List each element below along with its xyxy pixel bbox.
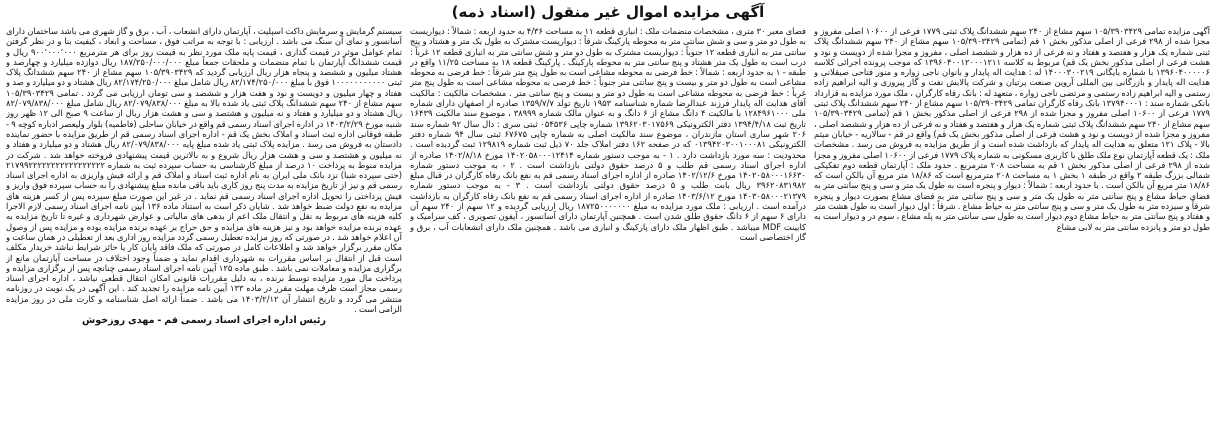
notice-columns (6, 26, 1210, 421)
notice-title: آگهی مزایده اموال غیر منقول (اسناد ذمه) (451, 3, 765, 21)
notice-body-text: فضای معبر ۳۰ متری ، مشخصات منضمات ملک : انباری قطعه ۱۱ به مساحت ۴/۳۶ به حدود اربعه : شمالاً : دیواریست به طول دو متر و سی و شش سانتی متر به محوطه پارکینگ شرقاً : دیواریست مشترک به طول یک متر و هشتاد و پنج سانتی متر به انباری قطعه ۱۲ جنوباً : دیواریست مشترک به طول دو متر و شش سانتی متر به انباری قطعه ۱۲ غرباً : درب است به طول یک متر هشتاد و پنج سانتی متر به محوطه پارکینگ . پارکینگ قطعه ۱۸ به مساحت ۱۱/۲۵ واقع در طبقه - ۱ به حدود اربعه : شمالاً : خط فرضی به محوطه مشاعی است به طول پنج متر شرقاً : خط فرضی به محوطه مشاعی است به طول دو متر و بیست و پنج سانتی متر جنوباً : خط فرضی به محوطه مشاعی است به طول پنج متر غرباً : خط فرضی به محوطه مشاعی است به طول دو متر و بیست و پنج سانتی متر . مشخصات مالکیت : مالکیت آقای هدایت اله پایدار فرزند عبدالرضا شماره شناسنامه ۱۹۵۳ تاریخ تولد ۱۳۵۹/۷/۷ صادره از اصفهان دارای شماره ملی ۱۲۸۴۹۶۱۰۰۰ با مالکیت ۴ دانگ مشاع از ۶ دانگ و به عنوان مالک شماره ۳۸۹۹۹ ، موضوع سند مالکیت ۱۶۴۳۹ تاریخ ثبت ۱۳۹۴/۴/۱۸ دفتر الکترونیکی ۱۳۹۶۲۰۳۰۱۷۵۶۹ شماره چاپی ۰۵۴۵۳۶ ثبتی سری : دال سال ۹۲ شماره سند ۲۰۶ شهر ساری استان مازندران ، موضوع سند مالکیت اصلی به شماره چاپی ۶۷۶۷۵ ثبتی سال ۹۴ شماره دفتر الکترونیکی ۰۱۳۹۴۲۰۳۰۰۱۰۰۰۸۱ که در صفحه ۱۶۲ دفتر املاک جلد ۷۰ ذیل ثبت شماره ۱۲۹۸۱۹ ثبت گردیده است . محدودیت : سه مورد بازداشت دارد . ۱ - به موجب دستور شماره ۱۴۰۲۰۵۸۰۰۰۱۲۴۱۴ مورخ ۱۴۰۲/۸/۱۸ صادره از اداره اجرای اسناد رسمی قم طلب و ۵ درصد حقوق دولتی بازداشت است . ۲ - به موجب دستور شماره ۱۴۰۲۰۵۸۰۰۰۱۶۶۳۰ مورخ ۱۴۰۲/۱۲/۶ صادره از اداره اجرای اسناد رسمی قم به نفع بانک رفاه کارگران در قبال مبلغ ۳۹۶۲۰۸۳۱۹۸۲ ریال بابت طلب و ۵ درصد حقوق دولتی بازداشت است . ۳ - به موجب دستور شماره ۱۴۰۳۰۵۸۰۰۰۲۱۳۷۹ مورخ ۱۴۰۳/۶/۱۲ صادره از اداره اجرای اسناد رسمی قم به نفع بانک رفاه کارگران به بازداشت درآمده است . ارزیابی : ملک مورد مزایده به مبلغ ۱۸۷۲۵۰۰۰۰۰۰۰ ریال ارزیابی گردیده و ۱۲ سهم از ۲۴۰ سهم آن دارای ۶ سهم از ۶ دانگ حقوق طلق شدن است . همچنین آپارتمان دارای آسانسور ، آیفون تصویری ، کف سرامیک و کابینت MDF میباشد . طبق اظهار ملک دارای پارکینگ و انباری می باشد . همچنین ملک دارای انشعابات آب ، برق و گاز اختصاصی است (410, 26, 806, 242)
notice-column-middle (410, 26, 806, 421)
notice-body-text: آگهی مزایده تمامی ۱۰۵/۳۹۰۳۴۲۹ سهم مشاع از ۲۴۰ سهم ششدانگ پلاک ثبتی ۱۷۷۹ فرعی از ۱۰۶۰۰ اصلی مفروز و مجزا شده از ۲۹۸ فرعی از اصلی مذکور بخش ۱ قم (تمامی ۱۰۵/۳۹۰۳۴۲۹ سهم مشاع از ۲۴۰ سهم ششدانگ پلاک ثبتی شماره یک هزار و هفتصد و هفتاد و نه فرعی از ده هزار و ششصد اصلی ، مفروز و مجزا شده از دویست و نود و هشت فرعی از اصلی مذکور بخش یک قم) مربوط به کلاسه ۱۳۹۶۰۴۰۰۱۲۰۰۰۱۲۱۱ که موجب پرونده اجرائی کلاسه ۱۳۹۶۰۴۰۰۰۰۰۶ با شماره بایگانی ۱۴۰۰۰۳۰۰۲۱۹ له : هدایت اله پایدار و بانوان ناجی زواره و منور فتاحی صیقلانی و هدایت اله پایدار و بازرگانی بین المللی آروین صنعت پرتیان و شرکت پالایش نفت و گاز پیروزی و الیه ابراهیم زاده رستمی و الیه ابراهیم زاده رستمی و مرتضی ناجی زواره ، متعهد له : بانک رفاه کارگران ، ملک مورد مزایده به قرارداد بانکی شماره سند : ۱۳۷۹۴۰۰۰۱ بانک رفاه کارگران تمامی ۱۰۵/۳۹۰۳۴۲۹ سهم مشاع از ۲۴۰ سهم ششدانگ پلاک ثبتی ۱۷۷۹ فرعی از ۱۰۶۰۰ اصلی مفروز و مجزا شده از ۲۹۸ فرعی از اصلی مذکور بخش ۱ قم (تمامی ۱۰۵/۳۹۰۳۴۲۹ سهم مشاع از ۲۴۰ سهم ششدانگ پلاک ثبتی شماره یک هزار و هفتصد و هفتاد و نه فرعی از ده هزار و ششصد اصلی ، مفروز و مجزا شده از دویست و نود و هشت فرعی از اصلی مذکور بخش یک قم) واقع در قم - سالاریه - خیابان میثم بالا - پلاک ۱۲۱ متعلق به هدایت اله پایدار که بازداشت شده است و از طریق مزایده به فروش می رسد . مشخصات ملک : یک قطعه آپارتمان نوع ملک طلق با کاربری مسکونی به شماره پلاک ۱۷۷۹ فرعی از ۱۰۶۰۰ اصلی مفروز و مجزا شده از ۲۹۸ فرعی از اصلی مذکور بخش ۱ قم به مساحت ۲۰۸ مترمربع . حدود ملک : آپارتمان قطعه دوم تفکیکی شمالی بزرگ طبقه ۲ واقع در طبقه ۱ بخش ۱ به مساحت ۲۰۸ مترمربع است که ۱۸/۸۶ متر مربع آن بالکن است که ۱۸/۸۶ متر مربع آن بالکن است . با حدود اربعه : شمالاً : دیوار و پنجره است به طول یک متر و سی و پنج سانتی متر به فضای حیاط مشاع و پنج سانتی متر به طول یک متر و سی و پنج سانتی متر به فضای مشاع بصورت دیوار و پنجره شرقاً و سیزده متر به طول یک متر و سی و پنج سانتی متر به حیاط مشاع . شرقاً : اول دیوار است به طول هشت متر و هفتاد و پنج سانتی متر به حیاط مشاع دوم دیوار است به طول سی سانتی متر به پله مشاع ، سوم در و دیوار است به طول دو متر و پانزده سانتی متر به لابی مشاع (814, 26, 1210, 232)
notice-body-text: سیستم گرمایش و سرمایش داکت اسپلیت ، آپارتمان دارای انشعاب ، آب ، برق و گاز شهری می باشد ساختمان دارای آسانسور و نمای آن سنگ می باشد . ارزیابی : با توجه به مراتب فوق ، مساحت و ابعاد ، کیفیت بنا و در نظر گرفتن تمام عوامل موثر در قیمت گذاری ، قیمت پایه ملک مورد نظر به قیمت روز برای هر مترمربع ۹۰۰٬۰۰۰٬۰۰۰ ریال و قیمت ششدانگ آپارتمان با تمام منضمات و ملحقات جمعاً مبلغ ۱۸۷/۲۵۰/۰۰۰/۰۰۰ ریال دوازده میلیارد و چهارصد و هشتاد میلیون و ششصد و پنجاه هزار ریال ارزیابی گردید که ۱۰۵/۳۹۰۳۴۲۹ سهم مشاع از ۲۴۰ سهم ششدانگ پلاک ثبتی ۱۰۰۰۰۰۰۰۰۰۰۰ فوق با مبلغ ۸۲/۱۷۴/۲۵۰/۰۰۰ ریال شامل مبلغ ۸۲/۱۷۴/۲۵۰/۰۰۰ ریال هشتاد و دو میلیارد و صد و هفتاد و چهار میلیون و دویست و نود و هفت هزار و ششصد و سی تومان ارزیابی می گردد . تمامی ۱۰۵/۳۹۰۳۴۲۹ سهم مشاع از ۲۴۰ سهم ششدانگ پلاک ثبتی یاد شده بالا به مبلغ ۸۲/۰۷۹/۸۳۸/۰۰۰ ریال شامل مبلغ ۸۲/۰۷۹/۸۳۸/۰۰۰ ریال هشتاد و دو میلیارد و هفتاد و نه میلیون و هشتصد و سی و هشت هزار ریال از ساعت ۹ صبح الی ۱۲ ظهر روز شنبه مورخ ۱۴۰۳/۲/۲۹ در اداره اجرای اسناد رسمی قم واقع در خیابان ساحلی (فاطمیه) بلوار ولیعصر ادباره کوچه ۹ - طبقه فوقانی اداره ثبت اسناد و املاک بخش یک قم - اداره اجرای اسناد رسمی قم از طریق مزایده با حضور نماینده دادستان به فروش می رسد . مزایده پلاک ثبتی یاد شده مبلغ پایه ۸۲/۰۷۹/۸۳۸/۰۰۰ ریال هشتاد و دو میلیارد و هفتاد و نه میلیون و هشتصد و سی و هشت هزار ریال شروع و به بالاترین قیمت پیشنهادی فروخته خواهد شد . شرکت در مزایده منوط به پرداخت ۱۰ درصد از مبلغ کارشناسی به حساب سپرده ثبت به شماره ۲۱۷۹۹۲۲۲۲۲۲۲۲۲۲۲۲۲۲۲۲۲ (حتی سپرده شبا) نزد بانک ملی ایران به نام اداره ثبت اسناد و املاک قم و ارائه فیش واریزی به اداره اجرای اسناد رسمی قم و نیز از تاریخ مزایده به مدت پنج روز کاری باید باقی مانده مبلغ پیشنهادی را به حساب سپرده فوق واریز و فیش پرداختی را تحویل اداره اجرای اسناد رسمی قم نماید . در غیر این صورت مبلغ سپرده پس از کسر هزینه های مزایده به نفع دولت ضبط خواهد شد . شایان ذکر است به استناد ماده ۱۳۶ آیین نامه اجرای اسناد رسمی لازم الاجرا کلیه هزینه های مربوط به نقل و انتقال ملک اعم از بدهی های مالیاتی و عوارض شهرداری و غیره تا تاریخ مزایده به عهده برنده مزایده خواهد بود و نیز هزینه های مزایده و حق حراج بر عهده برنده مزایده بوده و مزایده پس از وصول آن اعلام خواهد شد . در صورتی که روز مزایده تعطیل رسمی گردد مزایده روز اداری بعد از تعطیلی در همان ساعت و مکان مقرر برگزار خواهد شد و اطلاعات کامل در صورتی که ملک فاقد پایان کار یا حائز شرایط نباشد خریدار مکلف است قبل از انتقال بر اساس مقررات به شهرداری اقدام نماید و ضمناً وجود اختلاف در مساحت آپارتمان مانع از برگزاری مزایده و معاملات نمی باشد . طبق ماده ۱۲۵ آیین نامه اجرای اسناد رسمی چنانچه پس از برگزاری مزایده و پرداخت مال مورد مزایده توسط برنده ، به دلیل مقررات قانونی امکان انتقال قطعی نباشد ، اداره اجرای اسناد رسمی مجاز است ظرف مهلت مقرر در ماده ۱۳۳ آیین نامه مزایده را تجدید کند . این آگهی در یک نوبت در روزنامه منتشر می گردد و تاریخ انتشار آن ۱۴۰۳/۲/۱۲ می باشد . ضمناً ارائه اصل شناسنامه و کارت ملی در روز مزایده الزامی است . (6, 26, 402, 315)
notice-column-left (6, 26, 402, 421)
notice-column-right (814, 26, 1210, 421)
notice-signature: رئیس اداره اجرای اسناد رسمی قم - مهدی روزخوش (81, 315, 327, 327)
